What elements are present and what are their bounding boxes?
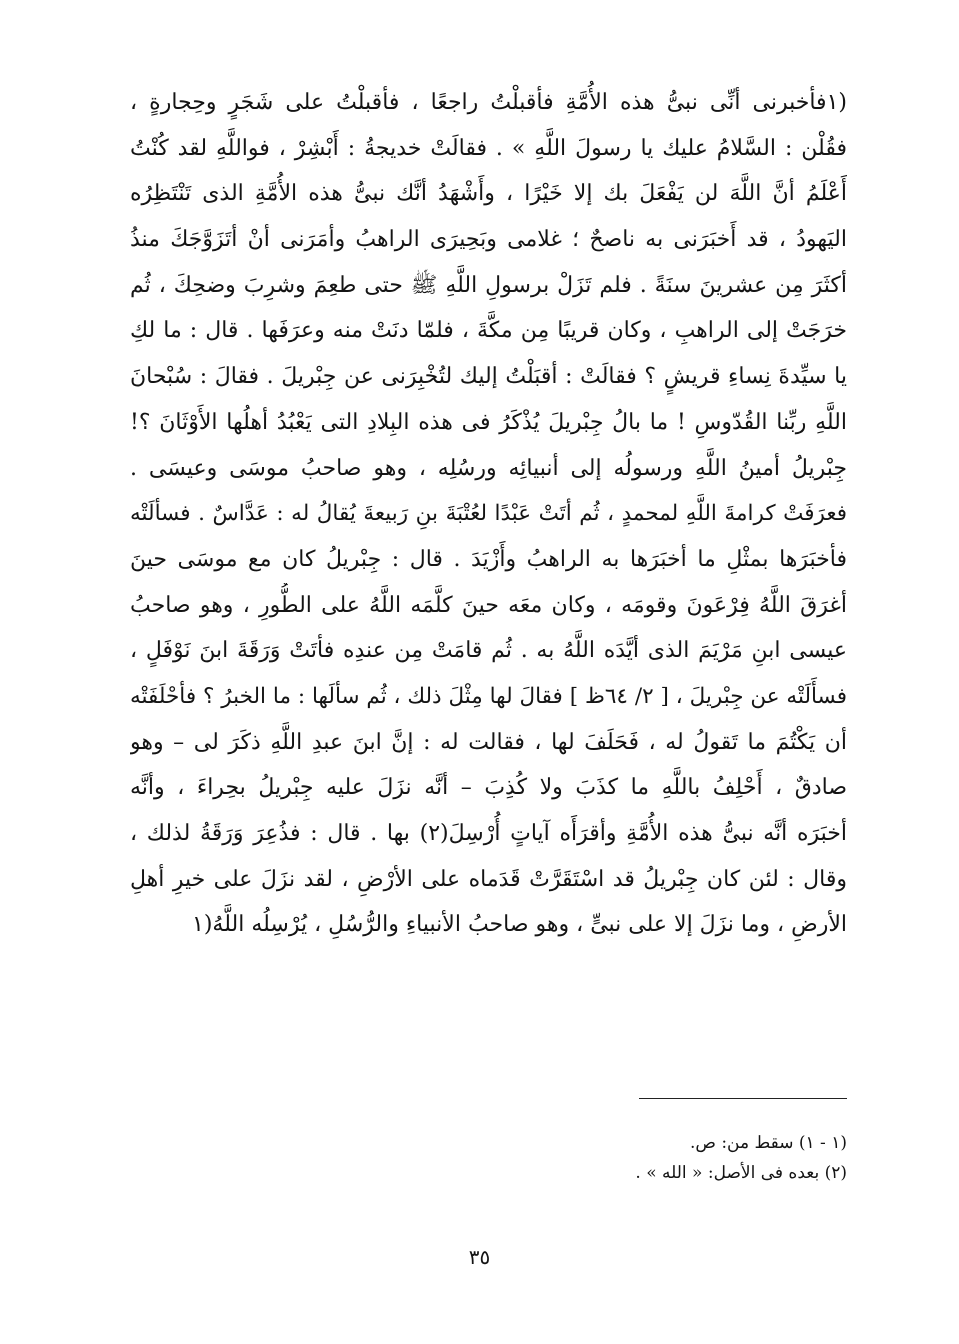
- page-number: ٣٥: [468, 1245, 491, 1269]
- footnote-divider: [639, 1098, 847, 1099]
- text-line: جِبْريلُ أمينُ اللَّهِ ورسولُه إلى أنبيائِه ورسُلِه ، وهو صاحبُ موسَى وعيسَى .: [130, 455, 847, 481]
- text-line: أن يَكْتُمَ ما تَقولُ له ، فَحَلَفَ لها ، فقالت له : إنَّ ابنَ عبدِ اللَّهِ ذكَرَ لى – وهو: [130, 729, 847, 755]
- text-line: (١فأخبرنى أنِّى نبىُّ هذه الأُمَّةِ فأقبلْتُ راجعًا ، فأقبلْتُ على شَجَرٍ وحِجارةٍ ،: [130, 90, 847, 115]
- text-line: صادقٌ ، أَحْلِفُ باللَّهِ ما كذَبَ ولا كُذِبَ – أنَّه نزَلَ عليه جِبْريلُ بحِراءَ ، وأنَّه: [130, 775, 847, 801]
- footnote: (١ - ١) سقط من: ص.: [689, 1133, 847, 1153]
- footnotes: [300, 1128, 847, 1188]
- text-line: يا سيِّدةَ نِساءِ قريشٍ ؟ فقالَتْ : أقبَلْتُ إليك لتُخْبِرَنى عن جِبْريلَ . فقالَ : سُبْحانَ: [130, 364, 847, 390]
- text-line: الأرضِ ، وما نزَلَ إلا على نبىٍّ ، وهو صاحبُ الأنبياءِ والرُّسُلِ ، يُرْسِلُه اللَّهُ(١: [192, 912, 847, 938]
- text-line: فعرَفَتْ كرامةَ اللَّهِ لمحمدٍ ، ثُم أتَتْ عَبْدًا لعُتْبَةَ بنِ رَبيعةَ يُقالُ له : عَدَّاسٌ . فسألَتْه: [130, 501, 847, 527]
- text-line: فسأَلَتْه عن جِبْريلَ ، [ ٢/ ٦٤ظ ] فقالَ لها مِثْلَ ذلك ، ثُم سألَها : ما الخبرُ ؟ فأحْلَفَتْه: [130, 683, 847, 709]
- text-line: أَعْلَمُ أنَّ اللَّهَ لن يَفْعَلَ بك إلا خَيْرًا ، وأَشْهَدُ أنَّك نبىُّ هذه الأُمَّةِ الذى تَنْتَظِرُه: [130, 181, 847, 207]
- main-text: [130, 80, 847, 948]
- text-line: فقُلْن : السَّلامُ عليك يا رسولَ اللَّهِ » . فقالَتْ خديجةُ : أَبْشِرْ ، فواللَّهِ لقد كُنْتُ: [130, 135, 847, 161]
- text-line: أكثَرَ مِن عشرينَ سنَةً . فلم تَزَلْ برسولِ اللَّهِ ﷺ حتى طعِمَ وشرِبَ وضحِكَ ، ثُم: [130, 272, 847, 298]
- footnote: (٢) بعده فى الأصل: « الله » .: [635, 1163, 847, 1183]
- text-line: أغرَقَ اللَّهُ فِرْعَونَ وقومَه ، وكان معَه حينَ كلَّمَه اللَّهُ على الطُّورِ ، وهو صاحبُ: [130, 592, 847, 618]
- text-line: اللَّهِ ربِّنا القُدّوسِ ! ما بالُ جِبْريلَ يُذْكَرُ فى هذه البِلادِ التى يَعْبُدُ أهلُها الأَوْثَانَ ؟!: [130, 409, 847, 435]
- text-line: وقال : لئن كان جِبْريلُ قد اسْتَقَرَّتْ قَدَماه على الأرْضِ ، لقد نزَلَ على خيرِ أهلِ: [130, 866, 847, 892]
- text-line: خرَجَتْ إلى الراهبِ ، وكان قريبًا مِن مكَّةَ ، فلمّا دنَتْ منه وعرَفَها . قال : ما لكِ: [130, 318, 847, 344]
- text-line: فأخبَرَها بمثْلِ ما أخبَرَها به الراهبُ وأَزْيَدَ . قال : جِبْريلُ كان مع موسَى حينَ: [130, 546, 847, 572]
- text-line: اليَهودُ ، قد أَخبَرَنى به ناصحٌ ؛ غلامى وبَحِيرَى الراهبُ وأمَرَنى أنْ أتَزَوَّجَكَ منذُ: [130, 227, 847, 253]
- text-line: عيسى ابنِ مَرْيَمَ الذى أيَّدَه اللَّهُ به . ثُم قامَتْ مِن عندِه فأتَتْ وَرَقَةَ ابنَ نَوْفَلٍ ،: [130, 638, 847, 664]
- text-line: أخبَرَه أنَّه نبىُّ هذه الأُمَّةِ وأقرَأَه آياتٍ أُرْسِلَ(٢) بها . قال : فذُعِرَ وَرَقَةُ لذلك ،: [130, 821, 847, 846]
